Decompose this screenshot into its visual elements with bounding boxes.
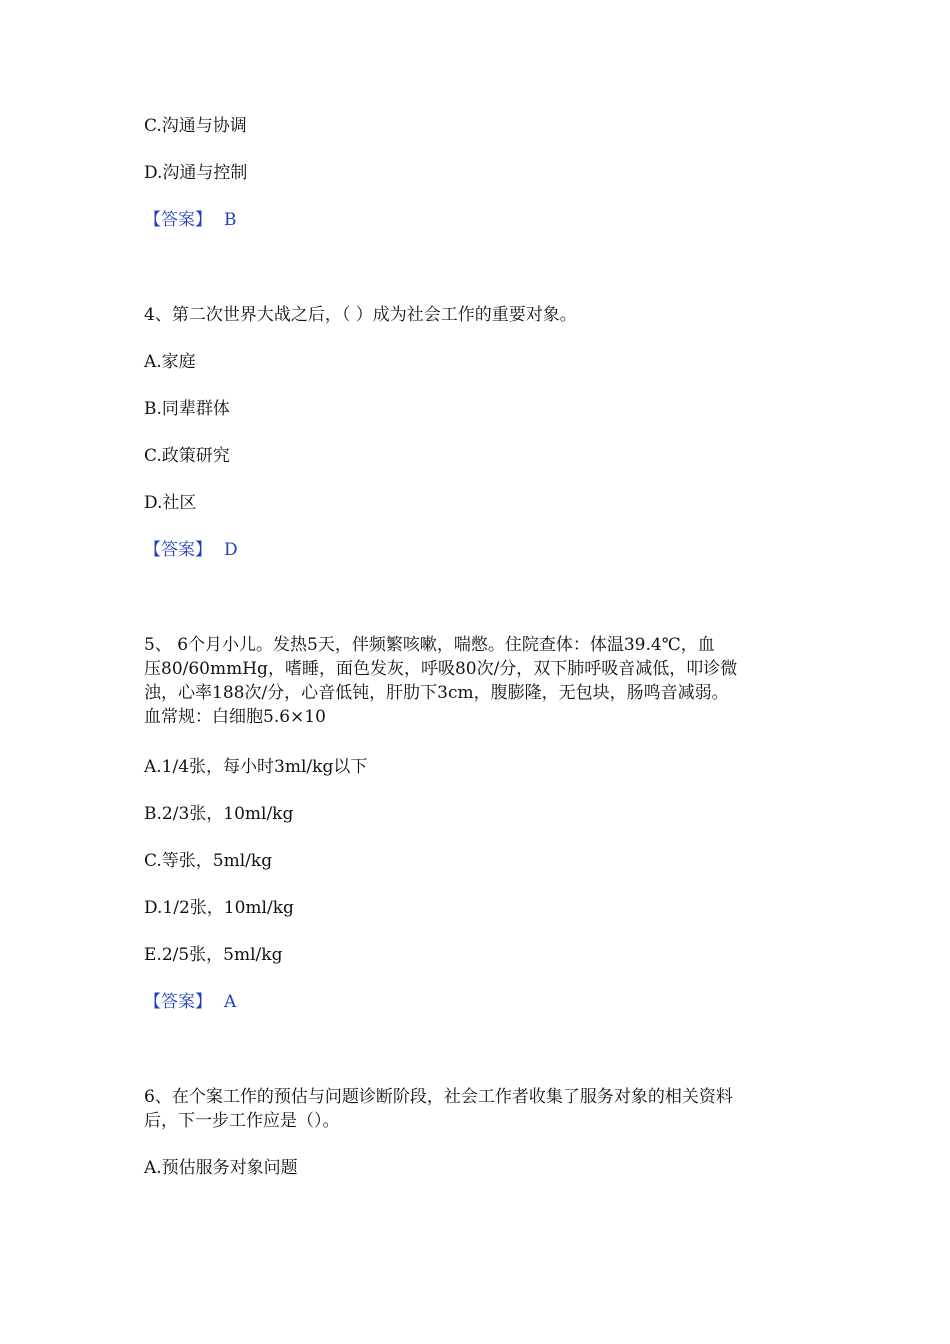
q3-option-c: C.沟通与协调: [144, 116, 247, 136]
q3-option-d: D.沟通与控制: [144, 163, 248, 183]
q5-answer: [144, 990, 236, 1014]
q5-stem-line: 压80/60mmHg，嗜睡，面色发灰，呼吸80次/分，双下肺呼吸音减低，叩诊微: [144, 659, 738, 679]
answer-value: D: [224, 540, 238, 560]
q5-stem-line: 浊，心率188次/分，心音低钝，肝肋下3cm，腹膨隆，无包块，肠鸣音减弱。: [144, 683, 729, 703]
q4-option-a: A.家庭: [144, 352, 196, 372]
q3-answer: [144, 208, 237, 232]
answer-value: B: [224, 210, 237, 230]
q4-option-b: B.同辈群体: [144, 399, 230, 419]
q4-option-c: C.政策研究: [144, 446, 230, 466]
answer-label: 【答案】: [144, 540, 212, 560]
q5-option-c: C.等张，5ml/kg: [144, 851, 273, 871]
answer-label: 【答案】: [144, 210, 212, 230]
q5-stem-line: 血常规：白细胞5.6×10: [144, 707, 326, 727]
q5-stem: [144, 633, 814, 729]
q5-option-b: B.2/3张，10ml/kg: [144, 804, 294, 824]
q5-option-d: D.1/2张，10ml/kg: [144, 898, 294, 918]
q6-stem: [144, 1085, 814, 1133]
q5-option-a: A.1/4张，每小时3ml/kg以下: [144, 757, 368, 777]
q6-stem-line: 后，下一步工作应是（）。: [144, 1111, 340, 1131]
answer-value: A: [224, 992, 237, 1012]
q4-option-d: D.社区: [144, 493, 197, 513]
q6-option-a: A.预估服务对象问题: [144, 1158, 298, 1178]
answer-label: 【答案】: [144, 992, 212, 1012]
q6-stem-line: 6、在个案工作的预估与问题诊断阶段，社会工作者收集了服务对象的相关资料: [144, 1087, 733, 1107]
q4-stem: 4、第二次世界大战之后，（ ）成为社会工作的重要对象。: [144, 305, 577, 325]
q4-answer: [144, 538, 238, 562]
q5-stem-line: 5、 6个月小儿。发热5天，伴频繁咳嗽，喘憋。住院查体：体温39.4℃，血: [144, 635, 715, 655]
q5-option-e: E.2/5张，5ml/kg: [144, 945, 283, 965]
